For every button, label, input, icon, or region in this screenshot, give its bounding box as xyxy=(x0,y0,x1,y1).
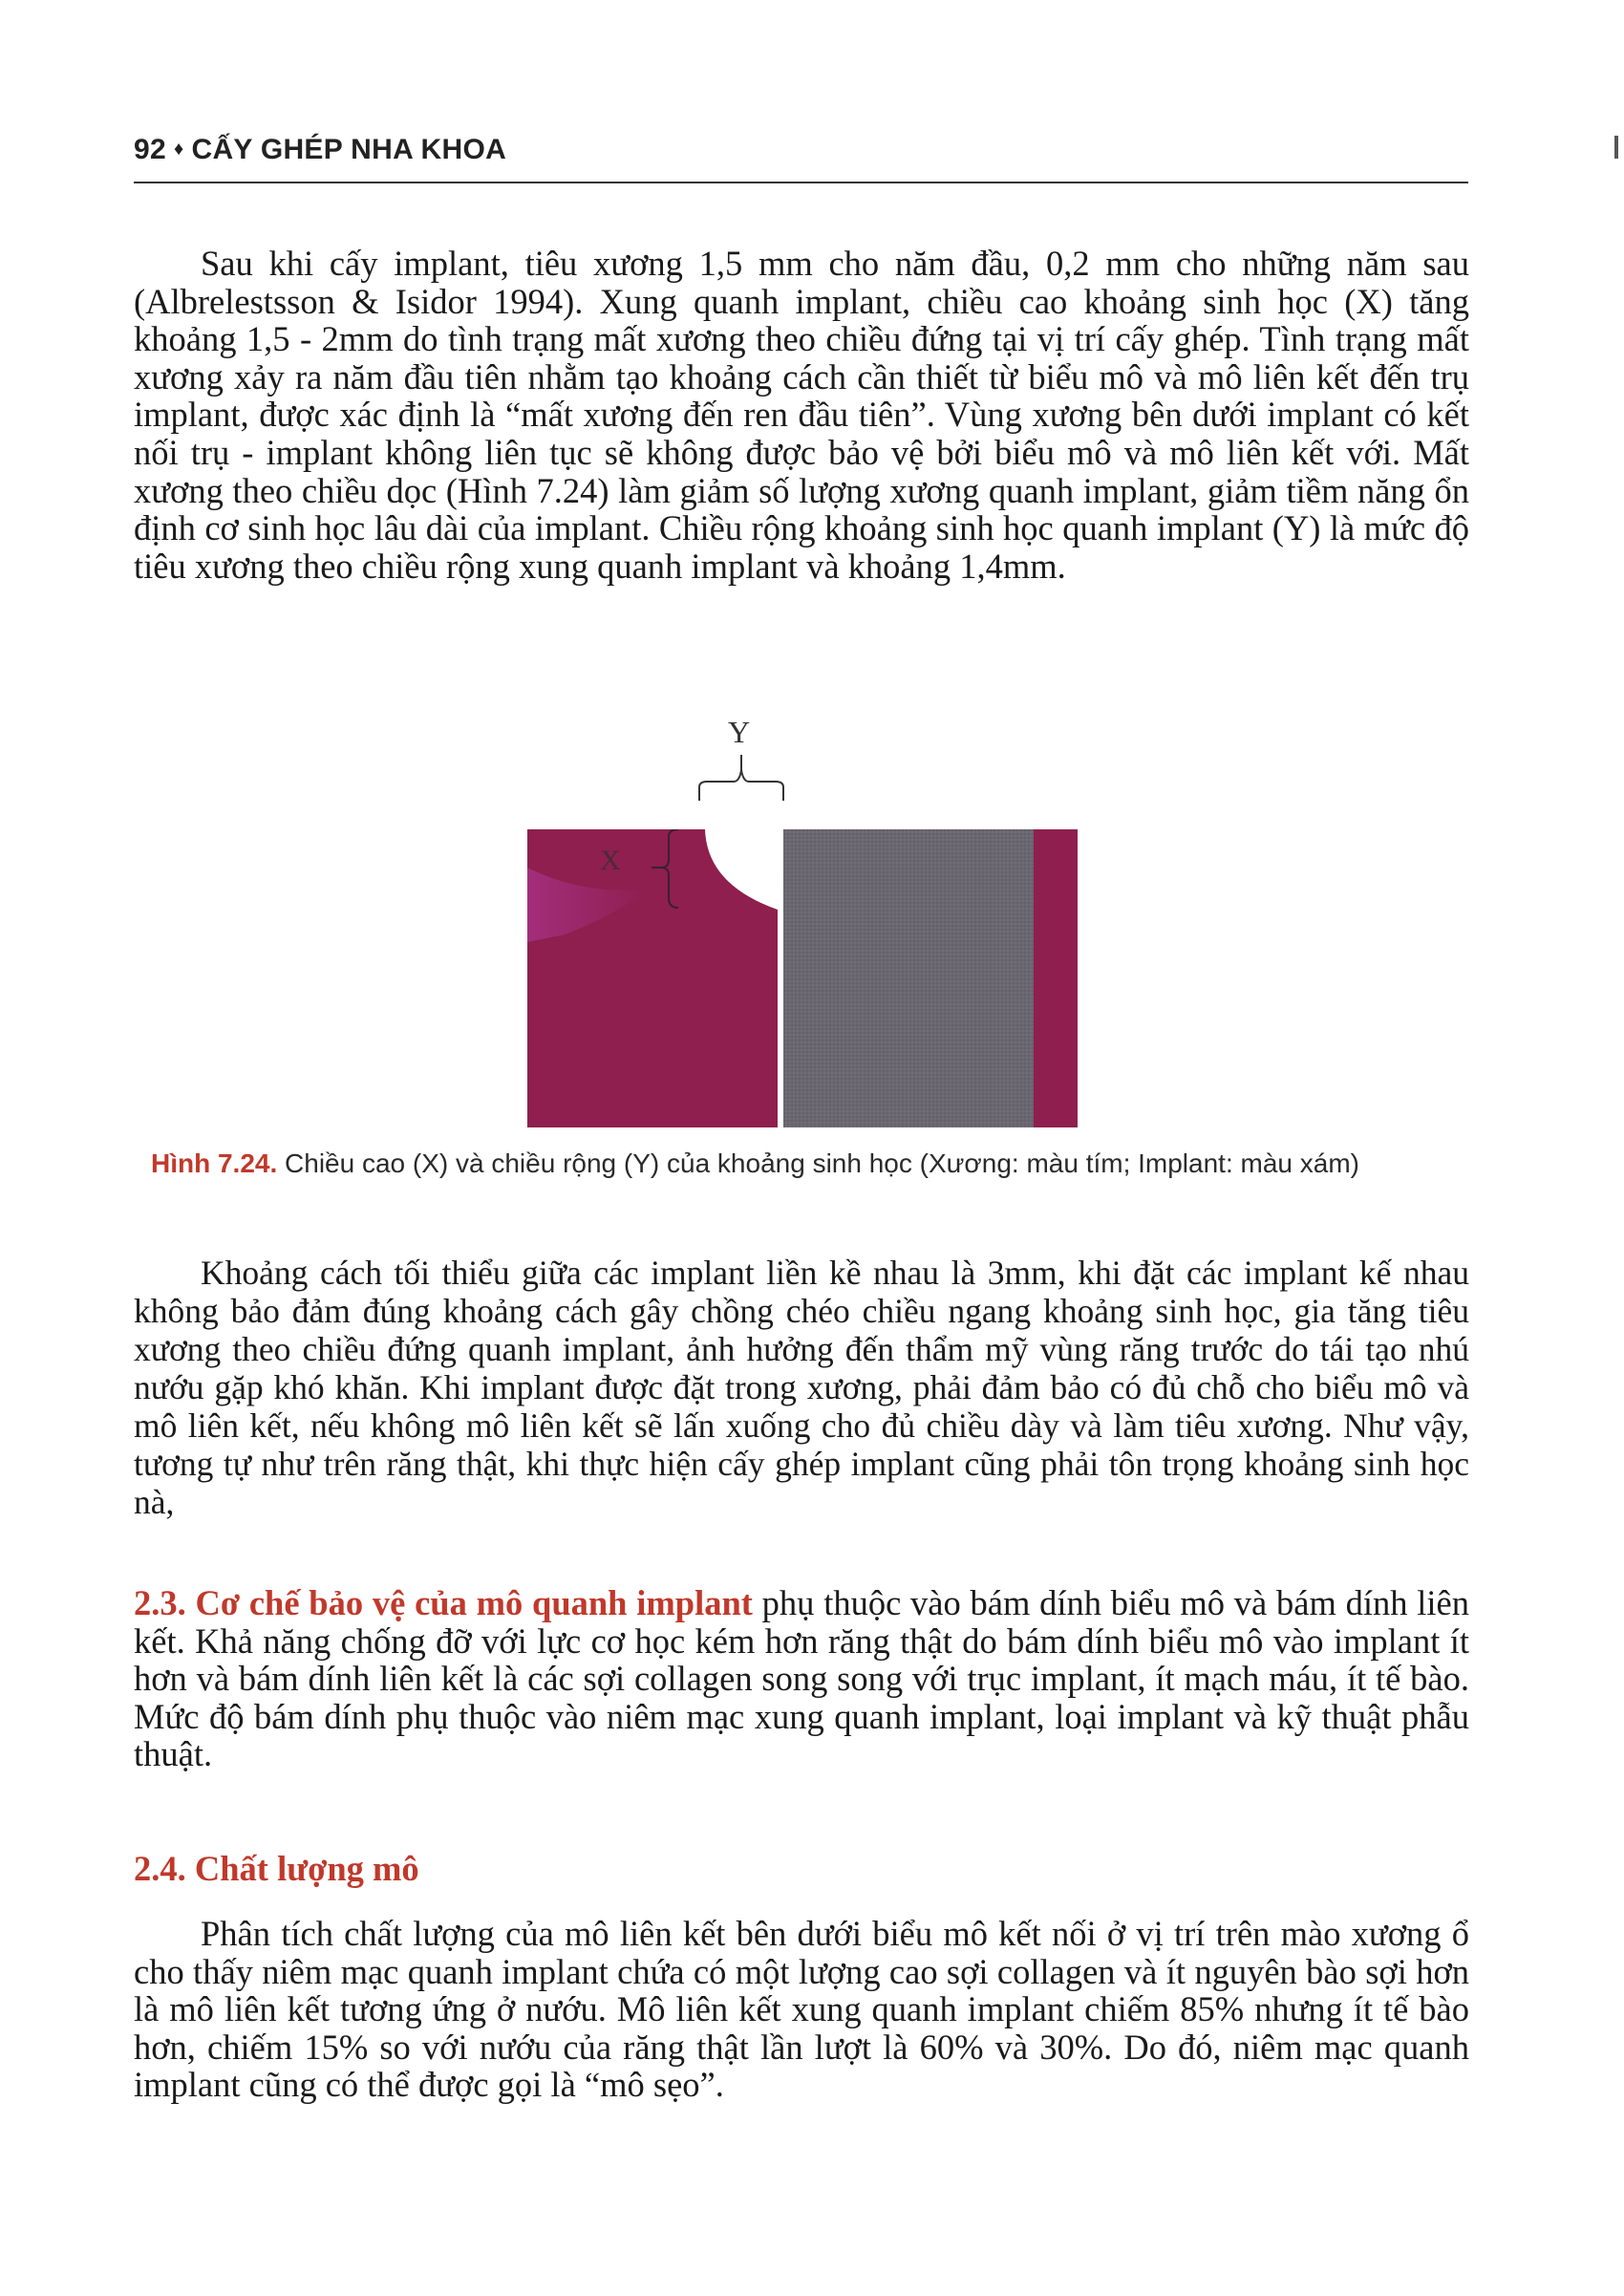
header-divider xyxy=(134,182,1468,183)
scan-mark xyxy=(1614,136,1618,159)
paragraph-1: Sau khi cấy implant, tiêu xương 1,5 mm cho năm đầu, 0,2 mm cho những năm sau (Albrelestsson & Isidor 1994). Xung quanh implant, chiều cao khoảng sinh học (X) tăng khoảng 1,5 - 2mm do tình trạng mất xương theo chiều đứng tại vị trí cấy ghép. Tình trạng mất xương xảy ra năm đầu tiên nhằm tạo khoảng cách cần thiết từ biểu mô và mô liên kết đến trụ implant, được xác định là “mất xương đến ren đầu tiên”. Vùng xương bên dưới implant có kết nối trụ - implant không liên tục sẽ không được bảo vệ bởi biểu mô và mô liên kết với. Mất xương theo chiều dọc (Hình 7.24) làm giảm số lượng xương quanh implant, giảm tiềm năng ổn định cơ sinh học lâu dài của implant. Chiều rộng khoảng sinh học quanh implant (Y) là mức độ tiêu xương theo chiều rộng xung quanh implant và khoảng 1,4mm. xyxy=(134,244,1469,586)
running-header xyxy=(134,134,1466,166)
y-bracket xyxy=(695,753,787,803)
bone-right xyxy=(1034,829,1078,1127)
figure-label-x: X xyxy=(600,845,621,876)
paragraph-4: Phân tích chất lượng của mô liên kết bên dưới biểu mô kết nối ở vị trí trên mào xương ổ cho thấy niêm mạc quanh implant chứa có một lượng cao sợi collagen và ít nguyên bào sợi hơn là mô liên kết tương ứng ở nướu. Mô liên kết xung quanh implant chiếm 85% nhưng ít tế bào hơn, chiếm 15% so với nướu của răng thật lần lượt là 60% và 30%. Do đó, niêm mạc quanh implant cũng có thể được gọi là “mô sẹo”. xyxy=(134,1914,1469,2105)
figure-label-y: Y xyxy=(728,715,751,749)
diamond-icon: ♦ xyxy=(173,138,184,160)
figure-number: Hình 7.24. xyxy=(151,1148,278,1178)
paragraph-3-body: phụ thuộc vào bám dính biểu mô và bám dính liên kết. Khả năng chống đỡ với lực cơ học kém hơn răng thật do bám dính biểu mô vào implant ít hơn và bám dính liên kết là các sợi collagen song song với trục implant, ít mạch máu, ít tế bào. Mức độ bám dính phụ thuộc vào niêm mạc xung quanh implant, loại implant và kỹ thuật phẫu thuật. xyxy=(134,1583,1469,1774)
section-heading-2-4: 2.4. Chất lượng mô xyxy=(134,1849,419,1888)
section-heading-2-3: 2.3. Cơ chế bảo vệ của mô quanh implant xyxy=(134,1583,753,1622)
bone-left xyxy=(527,829,778,1127)
implant-block xyxy=(783,829,1034,1127)
page-number: 92 xyxy=(134,134,166,165)
figure-caption xyxy=(151,1147,1469,1181)
figure-caption-text: Chiều cao (X) và chiều rộng (Y) của khoảng sinh học (Xương: màu tím; Implant: màu xám) xyxy=(277,1148,1359,1178)
paragraph-2: Khoảng cách tối thiểu giữa các implant liền kề nhau là 3mm, khi đặt các implant kế nhau không bảo đảm đúng khoảng cách gây chồng chéo chiều ngang khoảng sinh học, gia tăng tiêu xương theo chiều đứng quanh implant, ảnh hưởng đến thẩm mỹ vùng răng trước do tái tạo nhú nướu gặp khó khăn. Khi implant được đặt trong xương, phải đảm bảo có đủ chỗ cho biểu mô và mô liên kết, nếu không mô liên kết sẽ lấn xuống cho đủ chiều dày và làm tiêu xương. Như vậy, tương tự như trên răng thật, khi thực hiện cấy ghép implant cũng phải tôn trọng khoảng sinh học nà, xyxy=(134,1254,1469,1521)
paragraph-3 xyxy=(134,1584,1469,1773)
book-title: CẤY GHÉP NHA KHOA xyxy=(191,134,507,165)
